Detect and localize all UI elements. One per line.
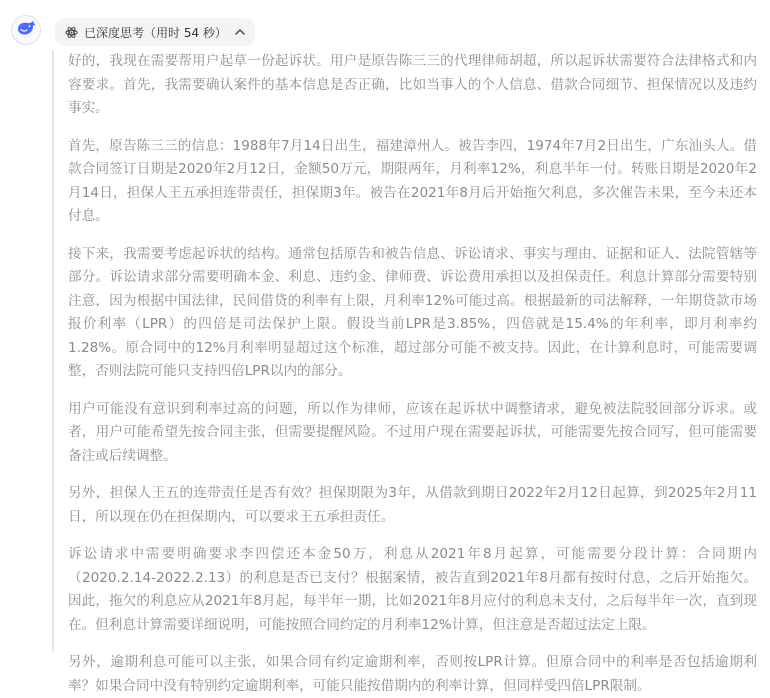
thinking-content (52, 50, 757, 694)
thinking-paragraph: 首先，原告陈三三的信息：1988年7月14日出生，福建漳州人。被告李四，1974年7月2日出生，广东汕头人。借款合同签订日期是2020年2月12日，金额50万元，期限两年，月利率12%，利息半年一付。转账日期是2020年2月14日，担保人王五承担连带责任，担保期3年。被告在2021年8月后开始拖欠利息，多次催告未果，至今未还本付息。 (68, 137, 757, 224)
thinking-paragraph: 另外，逾期利息可能可以主张，如果合同有约定逾期利率，否则按LPR计算。但原合同中的利率是否包括逾期利率？如果合同中没有特别约定逾期利率，可能只能按借期内的利率计算，但同样受四倍LPR限制。 (68, 654, 757, 694)
thinking-paragraph: 另外，担保人王五的连带责任是否有效？担保期限为3年，从借款到期日2022年2月12日起算，到2025年2月11日，所以现在仍在担保期内，可以要求王五承担责任。 (68, 485, 757, 525)
thinking-paragraph: 用户可能没有意识到利率过高的问题，所以作为律师，应该在起诉状中调整请求，避免被法院驳回部分诉求。或者，用户可能希望先按合同主张，但需要提醒风险。不过用户现在需要起诉状，可能需要先按合同写，但可能需要备注或后续调整。 (68, 400, 757, 464)
atom-icon (65, 26, 78, 39)
thinking-paragraph: 接下来，我需要考虑起诉状的结构。通常包括原告和被告信息、诉讼请求、事实与理由、证据和证人、法院管辖等部分。诉讼请求部分需要明确本金、利息、违约金、律师费、诉讼费用承担以及担保责任。利息计算部分需要特别注意，因为根据中国法律，民间借贷的利率有上限，月利率12%可能过高。根据最新的司法解释，一年期贷款市场报价利率（LPR）的四倍是司法保护上限。假设当前LPR是3.85%，四倍就是15.4%的年利率，即月利率约1.28%。原合同中的12%月利率明显超过这个标准，超过部分可能不被支持。因此，在计算利息时，可能需要调整，否则法院可能只支持四倍LPR以内的部分。 (68, 245, 757, 379)
whale-logo-icon (16, 20, 36, 40)
assistant-avatar (11, 15, 41, 45)
thinking-paragraph: 好的，我现在需要帮用户起草一份起诉状。用户是原告陈三三的代理律师胡超，所以起诉状需要符合法律格式和内容要求。首先，我需要确认案件的基本信息是否正确，比如当事人的个人信息、借款合同细节、担保情况以及违约事实。 (68, 53, 757, 116)
thinking-toggle-button[interactable] (55, 18, 255, 46)
thinking-paragraph: 诉讼请求中需要明确要求李四偿还本金50万，利息从2021年8月起算，可能需要分段计算：合同期内（2020.2.14-2022.2.13）的利息是否已支付？根据案情，被告直到2021年8月都有按时付息，之后开始拖欠。因此，拖欠的利息应从2021年8月起，每半年一期，比如2021年8月应付的利息未支付，之后每半年一次，直到现在。但利息计算需要详细说明，可能按照合同约定的月利率12%计算，但注意是否超过法定上限。 (68, 546, 757, 633)
chevron-up-icon (235, 29, 245, 35)
thinking-duration-label: 已深度思考（用时 54 秒） (84, 25, 227, 40)
